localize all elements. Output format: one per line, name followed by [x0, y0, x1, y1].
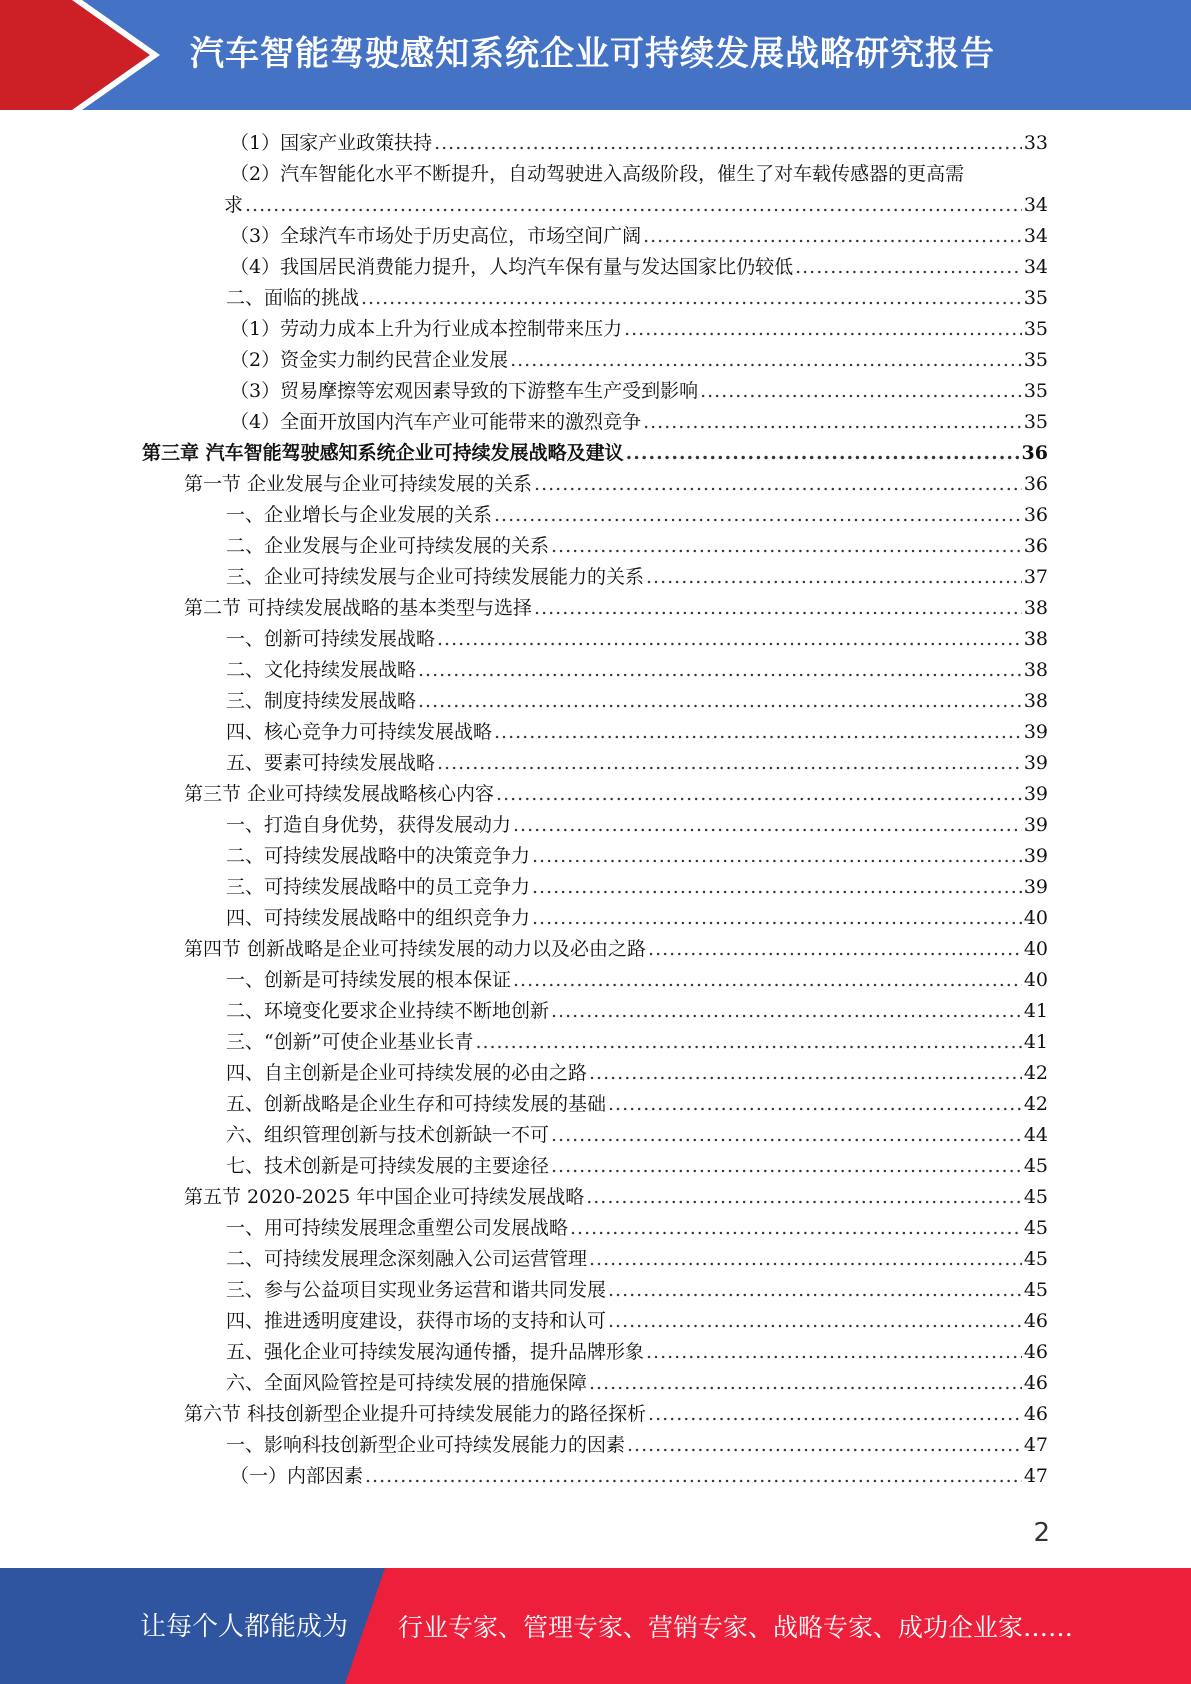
toc-entry-label: 三、“创新”可使企业基业长青 [226, 1031, 474, 1053]
toc-entry-label: 四、推进透明度建设，获得市场的支持和认可 [226, 1310, 607, 1332]
toc-entry-label: 第二节 可持续发展战略的基本类型与选择 [184, 597, 533, 619]
toc-entry-page: 42 [1023, 1062, 1048, 1084]
toc-entry[interactable] [230, 407, 1048, 437]
toc-entry-label: 六、组织管理创新与技术创新缺一不可 [226, 1124, 550, 1146]
toc-entry[interactable] [230, 314, 1048, 344]
toc-entry-label: 三、制度持续发展战略 [226, 690, 417, 712]
toc-entry-page: 39 [1023, 783, 1048, 805]
toc-entry[interactable] [230, 376, 1048, 406]
toc-entry[interactable] [230, 1461, 1048, 1491]
toc-entry[interactable] [226, 1120, 1048, 1150]
toc-entry-page: 44 [1023, 1124, 1048, 1146]
toc-entry-page: 40 [1023, 907, 1048, 929]
toc-entry[interactable] [226, 1368, 1048, 1398]
toc-entry-page: 38 [1023, 628, 1048, 650]
toc-entry-page: 35 [1023, 411, 1048, 433]
toc-entry[interactable] [226, 1151, 1048, 1181]
toc-entry[interactable] [226, 1089, 1048, 1119]
toc-entry[interactable] [226, 1244, 1048, 1274]
toc-entry[interactable] [226, 655, 1048, 685]
toc-entry-label: 三、企业可持续发展与企业可持续发展能力的关系 [226, 566, 645, 588]
toc-section-entry[interactable] [184, 779, 1048, 809]
toc-entry-label: 七、技术创新是可持续发展的主要途径 [226, 1155, 550, 1177]
toc-entry[interactable] [226, 1027, 1048, 1057]
toc-entry[interactable] [226, 686, 1048, 716]
toc-entry-label: 二、可持续发展战略中的决策竞争力 [226, 845, 531, 867]
toc-entry-label: 第五节 2020-2025 年中国企业可持续发展战略 [184, 1186, 585, 1208]
toc-entry-page: 34 [1023, 256, 1048, 278]
toc-entry-label: （3）贸易摩擦等宏观因素导致的下游整车生产受到影响 [230, 380, 699, 402]
toc-entry-page: 34 [1023, 194, 1048, 216]
toc-entry-label: 二、文化持续发展战略 [226, 659, 417, 681]
toc-entry[interactable] [226, 872, 1048, 902]
toc-entry-label: 二、环境变化要求企业持续不断地创新 [226, 1000, 550, 1022]
toc-entry-page: 35 [1023, 380, 1048, 402]
toc-section-entry[interactable] [184, 593, 1048, 623]
toc-entry-page: 37 [1023, 566, 1048, 588]
toc-entry-label: 第四节 创新战略是企业可持续发展的动力以及必由之路 [184, 938, 647, 960]
toc-entry-page: 40 [1023, 938, 1048, 960]
toc-entry[interactable] [226, 1337, 1048, 1367]
toc-entry[interactable] [226, 1306, 1048, 1336]
toc-entry[interactable] [226, 500, 1048, 530]
toc-entry-label: 六、全面风险管控是可持续发展的措施保障 [226, 1372, 588, 1394]
toc-entry[interactable] [226, 624, 1048, 654]
toc-section-entry[interactable] [184, 1182, 1048, 1212]
toc-entry-page: 36 [1023, 504, 1048, 526]
toc-entry-label: 五、强化企业可持续发展沟通传播，提升品牌形象 [226, 1341, 645, 1363]
toc-entry[interactable] [226, 531, 1048, 561]
toc-entry-label: 四、可持续发展战略中的组织竞争力 [226, 907, 531, 929]
toc-section-entry[interactable] [184, 469, 1048, 499]
toc-entry[interactable] [230, 252, 1048, 282]
toc-entry-page: 39 [1023, 752, 1048, 774]
toc-entry-page: 46 [1023, 1341, 1048, 1363]
toc-section-entry[interactable] [184, 934, 1048, 964]
toc-entry-page: 36 [1023, 535, 1048, 557]
toc-entry-page: 47 [1023, 1434, 1048, 1456]
toc-entry[interactable] [226, 562, 1048, 592]
toc-chapter-entry[interactable] [142, 438, 1048, 468]
toc-entry[interactable] [226, 1275, 1048, 1305]
toc-entry-label: 第一节 企业发展与企业可持续发展的关系 [184, 473, 533, 495]
toc-entry-page: 35 [1023, 287, 1048, 309]
toc-entry-page: 45 [1023, 1217, 1048, 1239]
toc-entry-page: 41 [1023, 1031, 1048, 1053]
toc-entry-page: 38 [1023, 597, 1048, 619]
toc-entry-page: 45 [1023, 1248, 1048, 1270]
toc-entry-label: 二、可持续发展理念深刻融入公司运营管理 [226, 1248, 588, 1270]
toc-entry-label: 第三节 企业可持续发展战略核心内容 [184, 783, 495, 805]
toc-entry-page: 38 [1023, 659, 1048, 681]
toc-entry-page: 35 [1023, 349, 1048, 371]
toc-entry[interactable] [226, 748, 1048, 778]
toc-entry-page: 42 [1023, 1093, 1048, 1115]
toc-entry-page: 39 [1023, 814, 1048, 836]
toc-entry-label: 三、可持续发展战略中的员工竞争力 [226, 876, 531, 898]
toc-entry[interactable] [226, 1058, 1048, 1088]
toc-entry-label: （1）国家产业政策扶持 [230, 132, 433, 154]
toc-entry-page: 45 [1023, 1279, 1048, 1301]
report-title: 汽车智能驾驶感知系统企业可持续发展战略研究报告 [190, 34, 995, 74]
toc-entry-page: 36 [1023, 473, 1048, 495]
toc-entry-label: 一、创新是可持续发展的根本保证 [226, 969, 512, 991]
toc-entry-label: 四、自主创新是企业可持续发展的必由之路 [226, 1062, 588, 1084]
toc-entry-label: 第六节 科技创新型企业提升可持续发展能力的路径探析 [184, 1403, 647, 1425]
toc-entry-page: 39 [1023, 845, 1048, 867]
page-number: 2 [1033, 1518, 1050, 1548]
toc-entry[interactable] [230, 128, 1048, 158]
toc-entry-page: 46 [1023, 1310, 1048, 1332]
toc-entry[interactable] [224, 190, 1048, 220]
toc-entry-label: 四、核心竞争力可持续发展战略 [226, 721, 493, 743]
footer-slogan-left: 让每个人都能成为 [140, 1612, 349, 1642]
toc-entry[interactable] [230, 221, 1048, 251]
page-header [0, 0, 1191, 110]
footer-slogan-right: 行业专家、管理专家、营销专家、战略专家、成功企业家…… [398, 1613, 1074, 1642]
toc-entry-page: 38 [1023, 690, 1048, 712]
toc-entry-page: 34 [1023, 225, 1048, 247]
toc-entry-label: 二、企业发展与企业可持续发展的关系 [226, 535, 550, 557]
toc-entry-page: 35 [1023, 318, 1048, 340]
header-red-arrow [0, 0, 150, 110]
toc-entry-page: 40 [1023, 969, 1048, 991]
toc-entry[interactable] [226, 903, 1048, 933]
toc-entry-page: 39 [1023, 876, 1048, 898]
toc-entry-label: 求 [224, 194, 244, 216]
toc-entry-label: 一、影响科技创新型企业可持续发展能力的因素 [226, 1434, 626, 1456]
toc-entry-label: 五、创新战略是企业生存和可持续发展的基础 [226, 1093, 607, 1115]
toc-entry-label: （4）全面开放国内汽车产业可能带来的激烈竞争 [230, 411, 642, 433]
toc-entry-label: （4）我国居民消费能力提升，人均汽车保有量与发达国家比仍较低 [230, 256, 794, 278]
toc-entry[interactable] [226, 841, 1048, 871]
toc-entry-page: 46 [1023, 1403, 1048, 1425]
toc-entry-label: 二、面临的挑战 [226, 287, 360, 309]
toc-entry[interactable] [226, 965, 1048, 995]
toc-entry-label: 一、用可持续发展理念重塑公司发展战略 [226, 1217, 569, 1239]
toc-entry-page: 39 [1023, 721, 1048, 743]
toc-section-entry[interactable] [184, 1399, 1048, 1429]
toc-entry-label: （3）全球汽车市场处于历史高位，市场空间广阔 [230, 225, 642, 247]
toc-entry-label: （1）劳动力成本上升为行业成本控制带来压力 [230, 318, 623, 340]
toc-entry[interactable] [226, 1213, 1048, 1243]
toc-entry-page: 45 [1023, 1186, 1048, 1208]
toc-entry-page: 33 [1023, 132, 1048, 154]
toc-entry[interactable] [226, 283, 1048, 313]
toc-entry[interactable] [226, 996, 1048, 1026]
toc-entry-page: 45 [1023, 1155, 1048, 1177]
toc-entry[interactable] [226, 717, 1048, 747]
toc-entry-page: 47 [1023, 1465, 1048, 1487]
toc-entry[interactable] [226, 1430, 1048, 1460]
toc-entry-label: （一）内部因素 [230, 1465, 364, 1487]
toc-entry[interactable] [230, 345, 1048, 375]
toc-entry-label: 一、企业增长与企业发展的关系 [226, 504, 493, 526]
toc-entry-label-wrap: （2）汽车智能化水平不断提升，自动驾驶进入高级阶段，催生了对车载传感器的更高需 [230, 163, 965, 185]
toc-entry-label: 一、打造自身优势，获得发展动力 [226, 814, 512, 836]
toc-entry-label: 五、要素可持续发展战略 [226, 752, 436, 774]
toc-entry-label: 第三章 汽车智能驾驶感知系统企业可持续发展战略及建议 [142, 442, 624, 464]
toc-entry-page: 46 [1023, 1372, 1048, 1394]
toc-entry-page: 41 [1023, 1000, 1048, 1022]
toc-entry-page: 36 [1021, 442, 1048, 464]
toc-entry-label: 一、创新可持续发展战略 [226, 628, 436, 650]
toc-entry[interactable] [226, 810, 1048, 840]
toc-entry-label: （2）资金实力制约民营企业发展 [230, 349, 509, 371]
page-footer [0, 1568, 1191, 1684]
toc-entry-label: 三、参与公益项目实现业务运营和谐共同发展 [226, 1279, 607, 1301]
